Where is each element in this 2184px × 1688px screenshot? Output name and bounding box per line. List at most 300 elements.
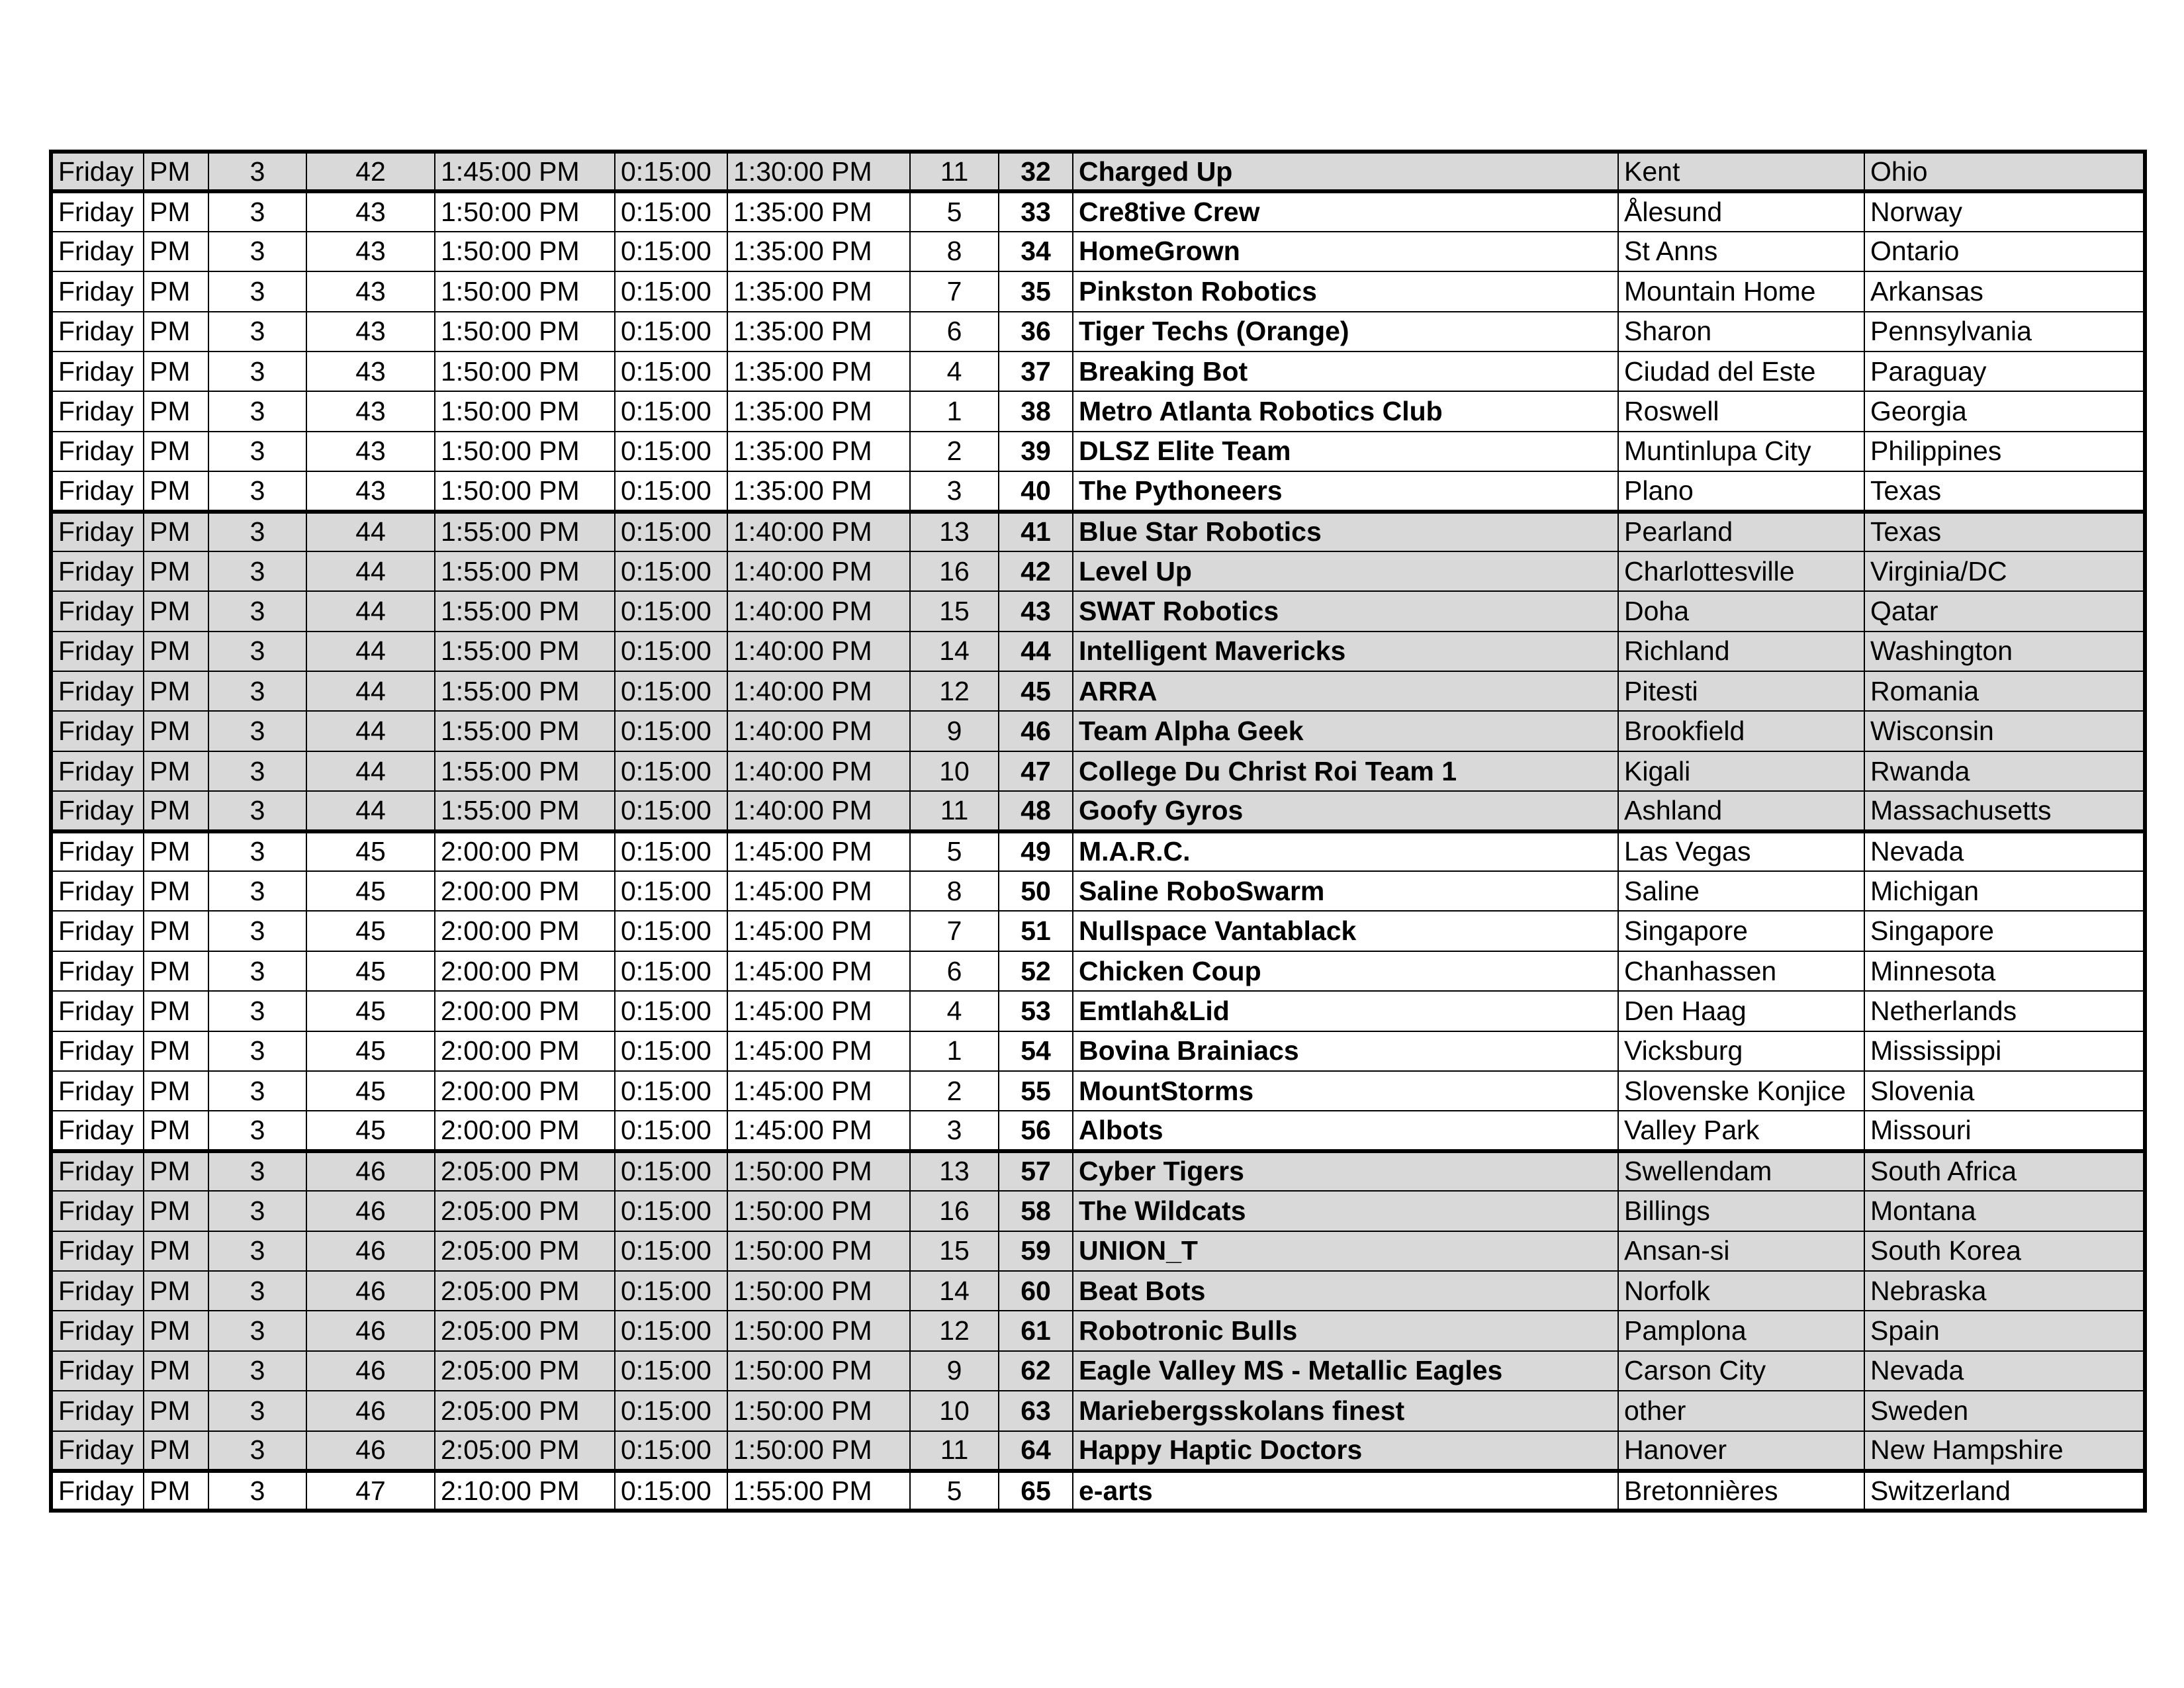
start-time-cell: 1:45:00 PM <box>727 831 910 871</box>
team-name-cell: Breaking Bot <box>1073 352 1618 391</box>
round-cell: 3 <box>208 551 306 591</box>
start-time-cell: 1:50:00 PM <box>727 1391 910 1430</box>
time-cell: 2:00:00 PM <box>435 911 615 951</box>
table-row <box>51 951 2145 991</box>
table-cell: 14 <box>910 632 999 671</box>
table-cell: 3 <box>910 1111 999 1150</box>
period-cell: PM <box>144 1031 208 1071</box>
time-cell: 1:55:00 PM <box>435 591 615 631</box>
duration-cell: 0:15:00 <box>615 671 727 711</box>
duration-cell: 0:15:00 <box>615 1071 727 1111</box>
period-cell: PM <box>144 1271 208 1311</box>
period-cell: PM <box>144 951 208 991</box>
table-row <box>51 551 2145 591</box>
table-row <box>51 1191 2145 1231</box>
start-time-cell: 1:40:00 PM <box>727 791 910 831</box>
table-cell: 11 <box>910 791 999 831</box>
table-cell: 2 <box>910 1071 999 1111</box>
team-name-cell: Happy Haptic Doctors <box>1073 1431 1618 1471</box>
round-cell: 3 <box>208 1271 306 1311</box>
period-cell: PM <box>144 911 208 951</box>
start-time-cell: 1:35:00 PM <box>727 312 910 352</box>
duration-cell: 0:15:00 <box>615 391 727 431</box>
day-cell: Friday <box>51 1471 144 1511</box>
table-cell: 10 <box>910 1391 999 1430</box>
city-cell: Doha <box>1618 591 1864 631</box>
team-name-cell: Cre8tive Crew <box>1073 191 1618 231</box>
duration-cell: 0:15:00 <box>615 352 727 391</box>
slot-cell: 43 <box>306 232 435 271</box>
duration-cell: 0:15:00 <box>615 232 727 271</box>
table-cell: 15 <box>910 591 999 631</box>
city-cell: Ålesund <box>1618 191 1864 231</box>
round-cell: 3 <box>208 352 306 391</box>
duration-cell: 0:15:00 <box>615 1351 727 1391</box>
team-name-cell: SWAT Robotics <box>1073 591 1618 631</box>
duration-cell: 0:15:00 <box>615 471 727 511</box>
team-name-cell: The Wildcats <box>1073 1191 1618 1231</box>
table-row <box>51 591 2145 631</box>
duration-cell: 0:15:00 <box>615 991 727 1031</box>
schedule-table <box>49 150 2147 1513</box>
duration-cell: 0:15:00 <box>615 591 727 631</box>
region-cell: Georgia <box>1864 391 2145 431</box>
day-cell: Friday <box>51 512 144 551</box>
time-cell: 1:50:00 PM <box>435 471 615 511</box>
slot-cell: 46 <box>306 1351 435 1391</box>
table-row <box>51 1431 2145 1471</box>
number-cell: 63 <box>999 1391 1073 1430</box>
day-cell: Friday <box>51 1031 144 1071</box>
time-cell: 1:45:00 PM <box>435 152 615 191</box>
table-cell: 9 <box>910 1351 999 1391</box>
number-cell: 40 <box>999 471 1073 511</box>
period-cell: PM <box>144 791 208 831</box>
day-cell: Friday <box>51 1311 144 1350</box>
period-cell: PM <box>144 991 208 1031</box>
region-cell: Sweden <box>1864 1391 2145 1430</box>
period-cell: PM <box>144 432 208 471</box>
slot-cell: 43 <box>306 191 435 231</box>
period-cell: PM <box>144 1351 208 1391</box>
duration-cell: 0:15:00 <box>615 1271 727 1311</box>
duration-cell: 0:15:00 <box>615 871 727 911</box>
period-cell: PM <box>144 711 208 751</box>
round-cell: 3 <box>208 1391 306 1430</box>
table-row <box>51 671 2145 711</box>
duration-cell: 0:15:00 <box>615 1431 727 1471</box>
table-cell: 8 <box>910 871 999 911</box>
start-time-cell: 1:35:00 PM <box>727 191 910 231</box>
region-cell: South Africa <box>1864 1151 2145 1191</box>
number-cell: 41 <box>999 512 1073 551</box>
time-cell: 1:55:00 PM <box>435 671 615 711</box>
table-cell: 11 <box>910 1431 999 1471</box>
period-cell: PM <box>144 232 208 271</box>
table-row <box>51 991 2145 1031</box>
city-cell: Bretonnières <box>1618 1471 1864 1511</box>
round-cell: 3 <box>208 1071 306 1111</box>
duration-cell: 0:15:00 <box>615 751 727 791</box>
round-cell: 3 <box>208 1151 306 1191</box>
start-time-cell: 1:45:00 PM <box>727 991 910 1031</box>
team-name-cell: Charged Up <box>1073 152 1618 191</box>
round-cell: 3 <box>208 632 306 671</box>
region-cell: Texas <box>1864 512 2145 551</box>
round-cell: 3 <box>208 1191 306 1231</box>
duration-cell: 0:15:00 <box>615 432 727 471</box>
number-cell: 61 <box>999 1311 1073 1350</box>
duration-cell: 0:15:00 <box>615 1191 727 1231</box>
time-cell: 1:55:00 PM <box>435 632 615 671</box>
team-name-cell: MountStorms <box>1073 1071 1618 1111</box>
team-name-cell: e-arts <box>1073 1471 1618 1511</box>
slot-cell: 45 <box>306 991 435 1031</box>
slot-cell: 43 <box>306 432 435 471</box>
table-row <box>51 352 2145 391</box>
round-cell: 3 <box>208 271 306 311</box>
slot-cell: 45 <box>306 1031 435 1071</box>
table-row <box>51 152 2145 191</box>
region-cell: Arkansas <box>1864 271 2145 311</box>
region-cell: Paraguay <box>1864 352 2145 391</box>
start-time-cell: 1:40:00 PM <box>727 711 910 751</box>
slot-cell: 45 <box>306 951 435 991</box>
start-time-cell: 1:55:00 PM <box>727 1471 910 1511</box>
table-cell: 5 <box>910 191 999 231</box>
table-row <box>51 191 2145 231</box>
number-cell: 34 <box>999 232 1073 271</box>
time-cell: 2:00:00 PM <box>435 1111 615 1150</box>
day-cell: Friday <box>51 791 144 831</box>
period-cell: PM <box>144 191 208 231</box>
number-cell: 45 <box>999 671 1073 711</box>
slot-cell: 44 <box>306 751 435 791</box>
period-cell: PM <box>144 391 208 431</box>
number-cell: 59 <box>999 1231 1073 1271</box>
number-cell: 65 <box>999 1471 1073 1511</box>
region-cell: Qatar <box>1864 591 2145 631</box>
time-cell: 2:00:00 PM <box>435 1031 615 1071</box>
city-cell: Las Vegas <box>1618 831 1864 871</box>
city-cell: Sharon <box>1618 312 1864 352</box>
team-name-cell: Intelligent Mavericks <box>1073 632 1618 671</box>
duration-cell: 0:15:00 <box>615 551 727 591</box>
slot-cell: 46 <box>306 1271 435 1311</box>
time-cell: 1:50:00 PM <box>435 271 615 311</box>
number-cell: 36 <box>999 312 1073 352</box>
city-cell: Ciudad del Este <box>1618 352 1864 391</box>
region-cell: Singapore <box>1864 911 2145 951</box>
number-cell: 44 <box>999 632 1073 671</box>
duration-cell: 0:15:00 <box>615 1111 727 1150</box>
slot-cell: 44 <box>306 711 435 751</box>
table-cell: 9 <box>910 711 999 751</box>
slot-cell: 44 <box>306 671 435 711</box>
table-cell: 7 <box>910 271 999 311</box>
start-time-cell: 1:40:00 PM <box>727 671 910 711</box>
start-time-cell: 1:35:00 PM <box>727 432 910 471</box>
number-cell: 32 <box>999 152 1073 191</box>
region-cell: Massachusetts <box>1864 791 2145 831</box>
team-name-cell: HomeGrown <box>1073 232 1618 271</box>
period-cell: PM <box>144 1231 208 1271</box>
slot-cell: 44 <box>306 512 435 551</box>
period-cell: PM <box>144 591 208 631</box>
time-cell: 1:55:00 PM <box>435 551 615 591</box>
start-time-cell: 1:40:00 PM <box>727 632 910 671</box>
team-name-cell: Albots <box>1073 1111 1618 1150</box>
team-name-cell: Chicken Coup <box>1073 951 1618 991</box>
day-cell: Friday <box>51 1431 144 1471</box>
day-cell: Friday <box>51 1231 144 1271</box>
time-cell: 1:50:00 PM <box>435 312 615 352</box>
time-cell: 2:05:00 PM <box>435 1431 615 1471</box>
period-cell: PM <box>144 1391 208 1430</box>
time-cell: 2:00:00 PM <box>435 991 615 1031</box>
team-name-cell: Nullspace Vantablack <box>1073 911 1618 951</box>
start-time-cell: 1:35:00 PM <box>727 391 910 431</box>
table-cell: 1 <box>910 391 999 431</box>
start-time-cell: 1:45:00 PM <box>727 1111 910 1150</box>
table-cell: 6 <box>910 951 999 991</box>
table-row <box>51 1071 2145 1111</box>
table-row <box>51 1271 2145 1311</box>
table-cell: 3 <box>910 471 999 511</box>
region-cell: Wisconsin <box>1864 711 2145 751</box>
number-cell: 57 <box>999 1151 1073 1191</box>
start-time-cell: 1:40:00 PM <box>727 551 910 591</box>
city-cell: other <box>1618 1391 1864 1430</box>
number-cell: 37 <box>999 352 1073 391</box>
round-cell: 3 <box>208 312 306 352</box>
period-cell: PM <box>144 751 208 791</box>
number-cell: 33 <box>999 191 1073 231</box>
round-cell: 3 <box>208 471 306 511</box>
start-time-cell: 1:50:00 PM <box>727 1311 910 1350</box>
start-time-cell: 1:45:00 PM <box>727 1071 910 1111</box>
schedule-body <box>51 152 2145 1511</box>
city-cell: Den Haag <box>1618 991 1864 1031</box>
start-time-cell: 1:45:00 PM <box>727 911 910 951</box>
table-cell: 14 <box>910 1271 999 1311</box>
city-cell: Muntinlupa City <box>1618 432 1864 471</box>
time-cell: 2:05:00 PM <box>435 1191 615 1231</box>
team-name-cell: Tiger Techs (Orange) <box>1073 312 1618 352</box>
team-name-cell: Blue Star Robotics <box>1073 512 1618 551</box>
slot-cell: 43 <box>306 271 435 311</box>
duration-cell: 0:15:00 <box>615 191 727 231</box>
round-cell: 3 <box>208 152 306 191</box>
round-cell: 3 <box>208 951 306 991</box>
number-cell: 56 <box>999 1111 1073 1150</box>
day-cell: Friday <box>51 751 144 791</box>
team-name-cell: ARRA <box>1073 671 1618 711</box>
day-cell: Friday <box>51 271 144 311</box>
team-name-cell: Goofy Gyros <box>1073 791 1618 831</box>
region-cell: Spain <box>1864 1311 2145 1350</box>
start-time-cell: 1:40:00 PM <box>727 751 910 791</box>
start-time-cell: 1:40:00 PM <box>727 591 910 631</box>
period-cell: PM <box>144 1071 208 1111</box>
city-cell: Mountain Home <box>1618 271 1864 311</box>
round-cell: 3 <box>208 391 306 431</box>
number-cell: 49 <box>999 831 1073 871</box>
round-cell: 3 <box>208 911 306 951</box>
table-row <box>51 791 2145 831</box>
time-cell: 2:00:00 PM <box>435 1071 615 1111</box>
table-row <box>51 1031 2145 1071</box>
table-cell: 6 <box>910 312 999 352</box>
slot-cell: 45 <box>306 871 435 911</box>
round-cell: 3 <box>208 831 306 871</box>
round-cell: 3 <box>208 1111 306 1150</box>
slot-cell: 44 <box>306 551 435 591</box>
start-time-cell: 1:35:00 PM <box>727 352 910 391</box>
city-cell: Saline <box>1618 871 1864 911</box>
city-cell: Chanhassen <box>1618 951 1864 991</box>
slot-cell: 47 <box>306 1471 435 1511</box>
number-cell: 64 <box>999 1431 1073 1471</box>
table-cell: 12 <box>910 1311 999 1350</box>
number-cell: 48 <box>999 791 1073 831</box>
round-cell: 3 <box>208 871 306 911</box>
day-cell: Friday <box>51 1071 144 1111</box>
duration-cell: 0:15:00 <box>615 1231 727 1271</box>
time-cell: 2:05:00 PM <box>435 1271 615 1311</box>
table-row <box>51 911 2145 951</box>
number-cell: 51 <box>999 911 1073 951</box>
region-cell: Romania <box>1864 671 2145 711</box>
team-name-cell: Pinkston Robotics <box>1073 271 1618 311</box>
table-row <box>51 831 2145 871</box>
time-cell: 2:05:00 PM <box>435 1351 615 1391</box>
table-cell: 4 <box>910 991 999 1031</box>
time-cell: 1:50:00 PM <box>435 191 615 231</box>
slot-cell: 46 <box>306 1191 435 1231</box>
team-name-cell: Robotronic Bulls <box>1073 1311 1618 1350</box>
period-cell: PM <box>144 271 208 311</box>
team-name-cell: Saline RoboSwarm <box>1073 871 1618 911</box>
region-cell: Montana <box>1864 1191 2145 1231</box>
start-time-cell: 1:45:00 PM <box>727 871 910 911</box>
team-name-cell: UNION_T <box>1073 1231 1618 1271</box>
period-cell: PM <box>144 1191 208 1231</box>
time-cell: 1:55:00 PM <box>435 711 615 751</box>
day-cell: Friday <box>51 551 144 591</box>
slot-cell: 45 <box>306 831 435 871</box>
round-cell: 3 <box>208 1471 306 1511</box>
number-cell: 53 <box>999 991 1073 1031</box>
time-cell: 2:05:00 PM <box>435 1391 615 1430</box>
duration-cell: 0:15:00 <box>615 152 727 191</box>
table-row <box>51 1391 2145 1430</box>
city-cell: Ashland <box>1618 791 1864 831</box>
region-cell: Rwanda <box>1864 751 2145 791</box>
period-cell: PM <box>144 512 208 551</box>
table-row <box>51 1231 2145 1271</box>
start-time-cell: 1:50:00 PM <box>727 1351 910 1391</box>
region-cell: Switzerland <box>1864 1471 2145 1511</box>
round-cell: 3 <box>208 791 306 831</box>
duration-cell: 0:15:00 <box>615 1031 727 1071</box>
team-name-cell: Beat Bots <box>1073 1271 1618 1311</box>
period-cell: PM <box>144 1151 208 1191</box>
table-cell: 11 <box>910 152 999 191</box>
slot-cell: 43 <box>306 471 435 511</box>
start-time-cell: 1:30:00 PM <box>727 152 910 191</box>
team-name-cell: Eagle Valley MS - Metallic Eagles <box>1073 1351 1618 1391</box>
city-cell: Pitesti <box>1618 671 1864 711</box>
day-cell: Friday <box>51 1111 144 1150</box>
city-cell: Singapore <box>1618 911 1864 951</box>
table-cell: 16 <box>910 1191 999 1231</box>
day-cell: Friday <box>51 1351 144 1391</box>
region-cell: South Korea <box>1864 1231 2145 1271</box>
round-cell: 3 <box>208 991 306 1031</box>
table-cell: 2 <box>910 432 999 471</box>
table-row <box>51 632 2145 671</box>
time-cell: 2:00:00 PM <box>435 831 615 871</box>
duration-cell: 0:15:00 <box>615 911 727 951</box>
period-cell: PM <box>144 1471 208 1511</box>
duration-cell: 0:15:00 <box>615 512 727 551</box>
city-cell: Slovenske Konjice <box>1618 1071 1864 1111</box>
table-cell: 13 <box>910 512 999 551</box>
duration-cell: 0:15:00 <box>615 1391 727 1430</box>
day-cell: Friday <box>51 991 144 1031</box>
region-cell: New Hampshire <box>1864 1431 2145 1471</box>
number-cell: 35 <box>999 271 1073 311</box>
table-row <box>51 871 2145 911</box>
period-cell: PM <box>144 831 208 871</box>
duration-cell: 0:15:00 <box>615 711 727 751</box>
slot-cell: 46 <box>306 1231 435 1271</box>
day-cell: Friday <box>51 1151 144 1191</box>
table-row <box>51 471 2145 511</box>
table-cell: 12 <box>910 671 999 711</box>
table-cell: 1 <box>910 1031 999 1071</box>
table-row <box>51 1351 2145 1391</box>
duration-cell: 0:15:00 <box>615 271 727 311</box>
region-cell: Washington <box>1864 632 2145 671</box>
round-cell: 3 <box>208 1351 306 1391</box>
team-name-cell: Cyber Tigers <box>1073 1151 1618 1191</box>
city-cell: Hanover <box>1618 1431 1864 1471</box>
start-time-cell: 1:35:00 PM <box>727 232 910 271</box>
number-cell: 54 <box>999 1031 1073 1071</box>
round-cell: 3 <box>208 432 306 471</box>
city-cell: Kigali <box>1618 751 1864 791</box>
table-cell: 15 <box>910 1231 999 1271</box>
slot-cell: 44 <box>306 632 435 671</box>
day-cell: Friday <box>51 471 144 511</box>
day-cell: Friday <box>51 831 144 871</box>
number-cell: 39 <box>999 432 1073 471</box>
round-cell: 3 <box>208 1031 306 1071</box>
region-cell: Virginia/DC <box>1864 551 2145 591</box>
city-cell: Pearland <box>1618 512 1864 551</box>
team-name-cell: College Du Christ Roi Team 1 <box>1073 751 1618 791</box>
day-cell: Friday <box>51 1391 144 1430</box>
region-cell: Mississippi <box>1864 1031 2145 1071</box>
slot-cell: 43 <box>306 352 435 391</box>
start-time-cell: 1:35:00 PM <box>727 471 910 511</box>
time-cell: 2:05:00 PM <box>435 1231 615 1271</box>
number-cell: 50 <box>999 871 1073 911</box>
number-cell: 38 <box>999 391 1073 431</box>
region-cell: Ontario <box>1864 232 2145 271</box>
